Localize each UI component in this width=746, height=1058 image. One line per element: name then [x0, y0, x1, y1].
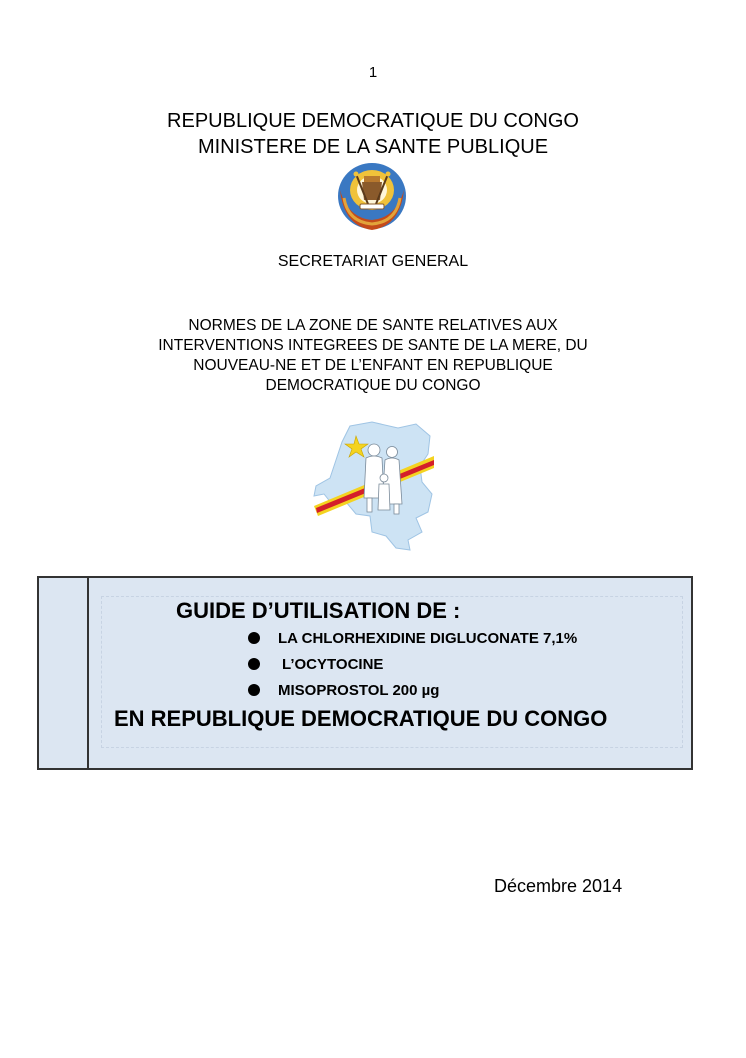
page-number: 1 — [368, 64, 378, 81]
coat-of-arms-icon — [334, 160, 410, 234]
norms-title — [100, 316, 646, 396]
secretariat-title: SECRETARIAT GENERAL — [277, 253, 469, 270]
norms-line: NOUVEAU-NE ET DE L’ENFANT EN REPUBLIQUE — [193, 357, 553, 374]
guide-item — [248, 630, 577, 647]
norms-line: NORMES DE LA ZONE DE SANTE RELATIVES AUX — [188, 317, 558, 334]
drc-map-icon — [312, 420, 436, 552]
guide-item — [248, 682, 439, 699]
republic-name: REPUBLIQUE DEMOCRATIQUE DU CONGO — [167, 110, 579, 132]
guide-item-label: MISOPROSTOL 200 µg — [278, 682, 440, 699]
norms-line: DEMOCRATIQUE DU CONGO — [265, 377, 481, 394]
guide-box-stripe — [39, 578, 89, 768]
guide-item-label: LA CHLORHEXIDINE DIGLUCONATE 7,1% — [278, 630, 578, 647]
guide-title: GUIDE D’UTILISATION DE : — [176, 598, 461, 623]
guide-item — [248, 656, 383, 673]
bullet-icon — [248, 658, 260, 670]
bullet-icon — [248, 684, 260, 696]
guide-country-line: EN REPUBLIQUE DEMOCRATIQUE DU CONGO — [114, 706, 608, 731]
republic-header — [0, 108, 746, 160]
bullet-icon — [248, 632, 260, 644]
norms-line: INTERVENTIONS INTEGREES DE SANTE DE LA MERE, DU — [158, 337, 588, 354]
guide-item-label: L’OCYTOCINE — [282, 656, 384, 673]
publication-date: Décembre 2014 — [494, 876, 623, 896]
ministry-name: MINISTERE DE LA SANTE PUBLIQUE — [197, 136, 549, 158]
